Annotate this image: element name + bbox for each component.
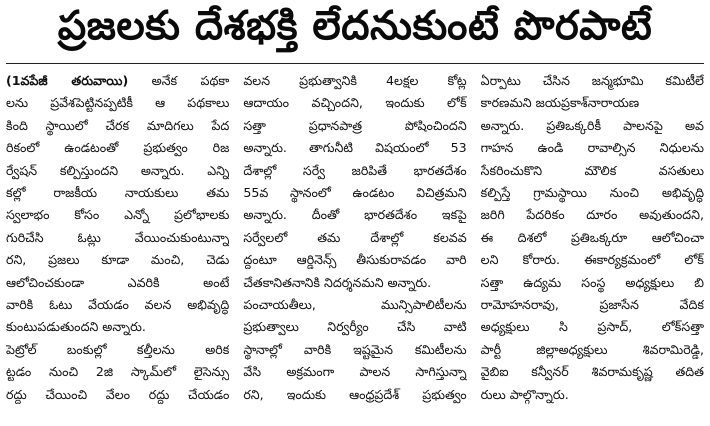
column-1-line-15: రద్దు చేయించి వేలం రద్దు చేయడం [6, 386, 230, 402]
column-1-line-4: రికంలో ఉండటంతో ప్రభుత్వం రిజ [6, 140, 230, 156]
column-1 [6, 70, 229, 420]
column-1-line-13: పెట్రోల్ బంకుల్లో కల్తీలను అరిక [6, 341, 230, 357]
column-3 [481, 70, 704, 420]
column-1-line-8: గురిచేసి ఓట్లు వేయించుకుంటున్నా [6, 229, 230, 245]
column-1-line-12: కుంటుపడుతుందని అన్నారు. [6, 319, 146, 335]
column-1-line-9: రని, ప్రజలు కూడా మంచి, చెడు [6, 252, 230, 268]
column-2-line-13: స్థానాల్లో వారికి ఇష్టమైన కమిటీలను [243, 341, 467, 357]
column-2-line-6: 55వ స్థానంలో ఉండటం విచిత్రమని [243, 185, 467, 201]
column-2-line-1: వలన ప్రభుత్వానికి 4లక్షల కోట్ల [243, 73, 467, 88]
article-body [6, 70, 704, 420]
column-2-line-2: ఆదాయం వచ్చిందని, ఇందుకు లోక్ [243, 95, 467, 111]
column-2-line-11: పంచాయతీలు, మున్సిపాలిటీలను [243, 297, 467, 313]
column-1-line-14: ట్టడం నుంచి 2జి స్కామ్‌లో లైసెన్సు [6, 364, 230, 380]
column-2-line-12: ప్రభుత్వాలు నిర్వర్యీం చేసి వాటి [243, 319, 467, 335]
column-2-line-10: చేతకానితనానికి నిదర్శనమని అన్నారు. [243, 274, 432, 290]
column-3-line-12: అధ్యక్షులు సి ప్రసాద్, లోక్‌సత్తా [480, 319, 704, 335]
column-3-line-13: పార్టీ జిల్లాఅధ్యక్షులు శివరామిరెడ్డి, [480, 341, 704, 357]
column-3-line-5: సేకరించుకొని మౌలిక వసతులు [480, 162, 704, 178]
column-1-line-1: (1వపేజీ తరువాయి) అనేక పథకా [6, 73, 230, 88]
column-3-line-6: కల్పిస్తే గ్రామస్థాయి నుంచి అభివృద్ధి [480, 185, 704, 201]
column-3-line-14: వైబిఐ కన్వీనర్ శివరామకృష్ణ తదిత [480, 364, 704, 380]
column-3-line-9: లని కోరారు. ఈకార్యక్రమంలో లోక్ [480, 252, 704, 268]
column-1-line-7: స్వలాభం కోసం ఎన్నో ప్రలోభాలకు [6, 207, 230, 223]
column-1-line-11: వారికి ఓటు వేయడం వలన అభివృద్ధి [6, 297, 230, 313]
column-3-line-8: ఈ దిశలో ప్రతిఒక్కరూ ఆలోచించా [480, 229, 704, 245]
column-3-line-3: అన్నారు. ప్రతిఒక్కరికీ పాలనపై అవ [480, 117, 704, 133]
column-1-line-2: లను ప్రవేశపెట్టినప్పటికీ ఆ పథకాలు [6, 95, 230, 111]
column-2-line-9: ద్దంటూ ఆర్డినెన్స్ తీసుకురావడం వారి [243, 252, 467, 268]
column-1-line-5: ర్వేషన్ కల్పిస్తుందని అన్నారు. ఎన్ని [6, 162, 230, 178]
column-3-line-1: ఏర్పాటు చేసిన జన్మభూమి కమిటీలే [480, 73, 704, 88]
column-2-line-4: అన్నారు. తాగునీటి విషయంలో 53 [243, 140, 467, 156]
column-2-line-14: వేసి అక్రమంగా పాలన సాగిస్తున్నా [243, 364, 467, 380]
column-2-line-15: రని, ఇందుకు ఆంధ్రప్రదేశ్ ప్రభుత్వం [243, 386, 467, 402]
column-3-line-7: జరిగి పేదరికం దూరం అవుతుందని, [480, 207, 704, 223]
column-2-line-8: సర్వేలలో తమ దేశాల్లో కలవవ [243, 229, 467, 245]
column-3-line-4: గాహన ఉండి రావాల్సిన నిధులను [480, 140, 704, 156]
column-2 [243, 70, 466, 420]
headline: ప్రజలకు దేశభక్తి లేదనుకుంటే పొరపాటే [57, 3, 653, 49]
column-3-line-10: సత్తా ఉద్యమ సంస్థ అధ్యక్షులు బి [480, 274, 704, 290]
column-3-line-15: రులు పాల్గొన్నారు. [480, 386, 569, 402]
headline-rule [6, 63, 704, 64]
continuation-note: (1వపేజీ తరువాయి) [6, 73, 129, 88]
column-1-line-3: కింది స్థాయిలో చేరక మాదిగలు పేద [6, 117, 230, 133]
column-3-line-2: కారణమని జయప్రకాశ్‌నారాయణ [480, 95, 640, 111]
column-2-line-3: సత్తా ప్రధానపాత్ర పోషించిందని [243, 117, 467, 133]
column-2-line-7: అన్నారు. దీంతో భారతదేశం ఇకపై [243, 207, 467, 223]
column-1-line-10: ఆలోచించకుండా ఎవరికి అంటే [6, 274, 230, 290]
column-1-line-6: కల్లో రాజకీయ నాయకులు తమ [6, 185, 230, 201]
column-3-line-11: రామోహనరావు, ప్రజాసేన వేదిక [480, 297, 704, 313]
column-2-line-5: దేశాల్లో సర్వే జరిపితే భారతదేశం [243, 162, 467, 178]
